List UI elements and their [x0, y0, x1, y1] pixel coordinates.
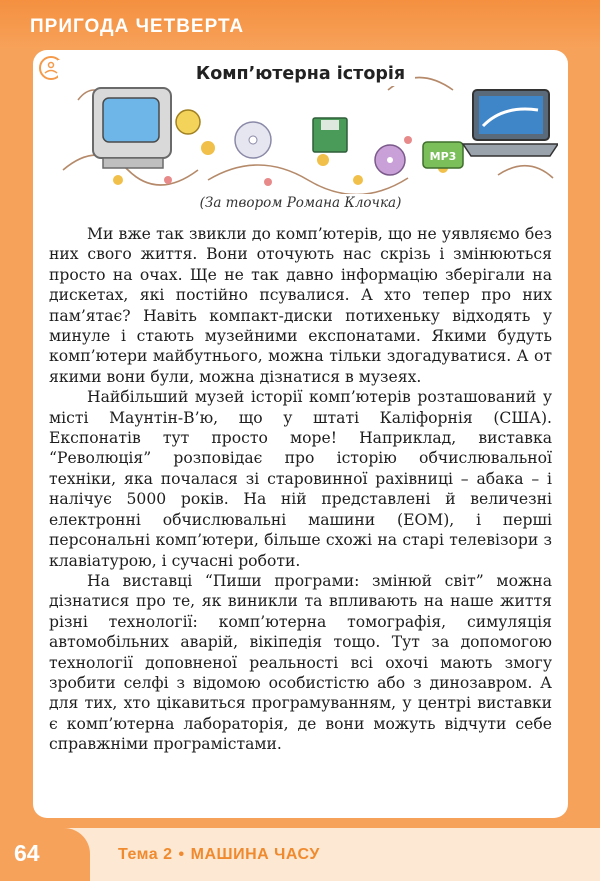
- story-source: (За твором Романа Клочка): [199, 195, 402, 211]
- story-title: Комп’ютерна історія: [186, 62, 415, 86]
- crt-computer-icon: [93, 88, 171, 168]
- paragraph: Найбільший музей історії комп’ютерів розташований у місті Маунтін-В’ю, що у штаті Каліфорнія (США). Експонатів тут просто море! Наприклад, виставка “Революція” розповідає про історію обчислювальної техніки, яка почалася зі старовинної рахівниці – абака – і налічує 5000 років. На ній представлені й величезні електронні обчислювальні машини (ЕОМ), і перші персональні комп’ютери, більше схожі на старі телевізори з клавіатурою, і сучасні роботи.: [49, 388, 552, 570]
- page-card: [33, 50, 568, 818]
- laptop-icon: [463, 90, 558, 156]
- story-body: [49, 224, 552, 755]
- mp3-player-icon: [423, 142, 463, 168]
- footer-theme: [118, 846, 320, 864]
- thumbs-up-icon: [176, 110, 200, 134]
- paragraph: Ми вже так звикли до комп’ютерів, що не уявляємо без них свого життя. Вони оточують нас скрізь і змінюються просто на очах. Ще не так давно інформацію зберігали на дискетах, які постійно псувалися. А хто тепер про них пам’ятає? Навіть компакт-диски потихеньку відходять у минуле і стають музейними експонатами. Якими будуть комп’ютери майбутнього, можна тільки здогадуватися. А от якими вони були, можна дізнатися в музеях.: [49, 225, 552, 386]
- paragraph: На виставці “Пиши програми: змінюй світ” можна дізнатися про те, як виникли та впливають на наше життя різні технології: комп’ютерна томографія, симуляція автомобільних аварій, вікіпедія тощо. Тут за допомогою технології доповненої реальності всі охочі мають змогу зробити селфі з відомою особистістю або з динозавром. А для тих, хто цікавиться програмуванням, у центрі виставки є комп’ютерна лабораторія, де вони можуть відчути себе справжніми програмістами.: [49, 571, 552, 754]
- chapter-title: ПРИГОДА ЧЕТВЕРТА: [30, 16, 245, 37]
- story-title-wrap: [33, 62, 568, 86]
- mp3-label: MP3: [429, 150, 457, 163]
- page-number: 64: [14, 840, 40, 866]
- theme-separator: •: [178, 846, 185, 863]
- theme-name: МАШИНА ЧАСУ: [190, 846, 320, 863]
- theme-label: Тема 2: [118, 846, 173, 863]
- floppy-disk-icon: [313, 118, 347, 152]
